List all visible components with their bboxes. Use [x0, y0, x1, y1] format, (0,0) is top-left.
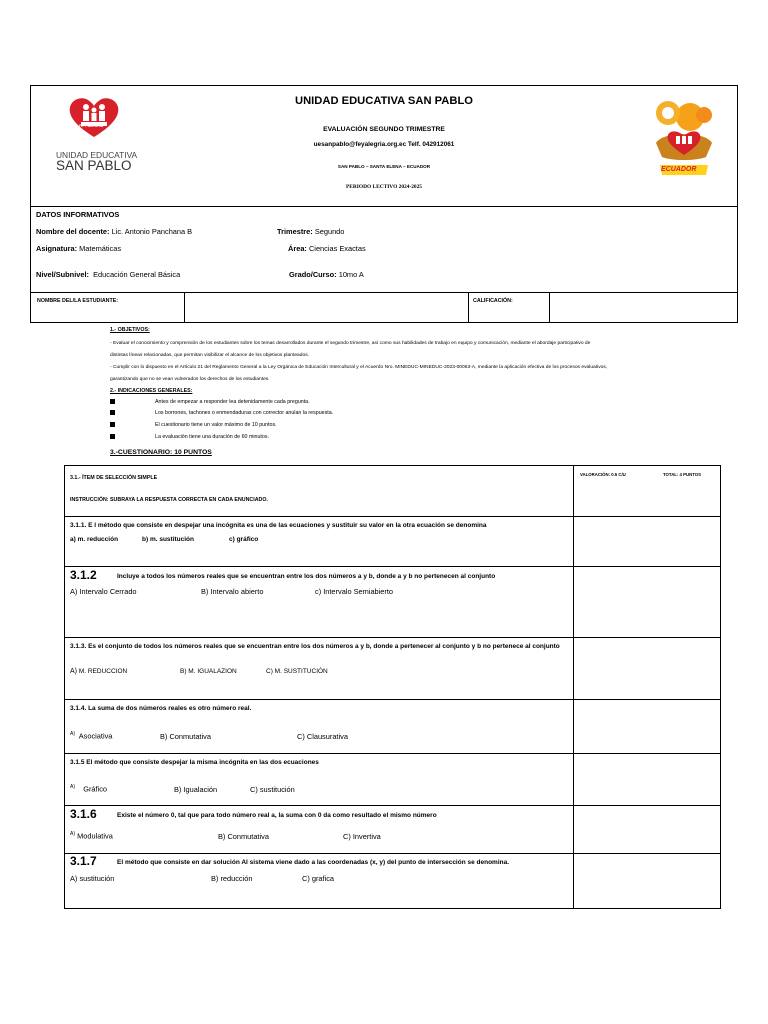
q3-option-a[interactable]: [70, 668, 127, 676]
bullet-icon: [110, 410, 115, 415]
q7-answer-cell[interactable]: [575, 855, 719, 907]
indications-title: 2.- INDICACIONES GENERALES:: [110, 388, 193, 394]
q4-option-a[interactable]: [70, 732, 112, 741]
answer-column-divider: [573, 465, 574, 909]
q1-answer-cell[interactable]: [575, 518, 719, 564]
row-divider: [64, 566, 721, 567]
student-divider-1: [184, 292, 185, 323]
q1-option-b[interactable]: b) m. sustitución: [142, 536, 194, 543]
logo-badge-text: FE Y ALEGRIA: [79, 124, 104, 128]
q3-option-b[interactable]: B) M. IGUALAZION: [180, 668, 237, 675]
area-value: Ciencias Exactas: [308, 244, 366, 253]
school-period: PERIODO LECTIVO 2024-2025: [346, 184, 422, 190]
row-divider: [64, 853, 721, 854]
instruction: INSTRUCCIÓN: SUBRAYA LA RESPUESTA CORRECTA EN CADA ENUNCIADO.: [70, 497, 268, 503]
q4-option-b[interactable]: B) Conmutativa: [160, 732, 211, 741]
total-points: TOTAL: 4 PUNTOS: [663, 472, 701, 477]
objectives-line4: garantizando que no se vean vulnerados los derechos de los estudiantes.: [110, 377, 270, 382]
q6-option-a-label: Modulativa: [77, 831, 113, 841]
q2-option-b[interactable]: B) Intervalo abierto: [201, 587, 264, 596]
q6-option-a[interactable]: [70, 832, 113, 841]
teacher-value: Lic. Antonio Panchana B: [111, 227, 193, 236]
subject-label: Asignatura:: [36, 244, 78, 253]
anniversary-text: ECUADOR: [661, 166, 697, 173]
q5-option-a-label: Gráfico: [83, 784, 108, 794]
level-row: [36, 271, 180, 279]
q1-option-a[interactable]: a) m. reducción: [70, 536, 119, 543]
info-title: DATOS INFORMATIVOS: [36, 210, 120, 219]
q6-option-a-prefix: A): [70, 831, 75, 837]
trimester-label: Trimestre:: [277, 227, 313, 236]
row-divider: [64, 699, 721, 700]
q4-answer-cell[interactable]: [575, 701, 719, 751]
question-6-number: 3.1.6: [70, 807, 97, 821]
level-label: Nivel/Subnivel:: [36, 270, 89, 279]
grade-value: 10mo A: [338, 270, 364, 279]
q3-option-c[interactable]: C) M. SUSTITUCIÓN: [266, 668, 328, 675]
q3-answer-cell[interactable]: [575, 639, 719, 697]
question-4-text: 3.1.4. La suma de dos números reales es otro número real.: [70, 705, 252, 712]
logo-line1: UNIDAD EDUCATIVA: [56, 150, 138, 160]
q6-option-b[interactable]: B) Conmutativa: [218, 832, 269, 841]
q5-answer-cell[interactable]: [575, 755, 719, 803]
score-label: CALIFICACIÓN:: [473, 298, 513, 304]
q2-option-c[interactable]: c) Intervalo Semiabierto: [315, 587, 394, 596]
q3-option-a-label: M. REDUCCION: [78, 668, 128, 675]
subject-value: Matemáticas: [79, 244, 122, 253]
q7-option-c[interactable]: C) grafica: [302, 874, 335, 883]
q7-option-b[interactable]: B) reducción: [211, 874, 253, 883]
subject-row: [36, 245, 121, 253]
grade-row: [289, 271, 364, 279]
q7-option-a[interactable]: A) sustitución: [70, 874, 115, 883]
info-box: [30, 206, 738, 293]
teacher-row: [36, 228, 192, 236]
area-label: Área:: [288, 244, 307, 253]
q3-option-a-prefix: A): [70, 668, 77, 675]
indication-item: Los borrones, tachones o enmendaduras con corrector anulan la respuesta.: [155, 410, 334, 416]
question-2-number: 3.1.2: [70, 568, 97, 582]
q4-option-a-label: Asociativa: [78, 731, 113, 741]
q2-answer-cell[interactable]: [575, 568, 719, 635]
area-row: [288, 245, 366, 253]
row-divider: [64, 516, 721, 517]
trimester-value: Segundo: [314, 227, 345, 236]
objectives-line2: distintas líneas relacionadas, que permitan visibilizar el alcance de los objetivos planteados.: [110, 353, 309, 358]
valuation: VALORACIÓN: 0.5 C/U: [580, 472, 626, 477]
trimester-row: [277, 228, 344, 236]
row-divider: [64, 753, 721, 754]
q5-option-a[interactable]: [70, 785, 107, 794]
question-2-text: Incluye a todos los números reales que se encuentran entre los dos números a y b, donde a y b no pertenecen al conjunto: [117, 573, 496, 580]
bullet-icon: [110, 399, 115, 404]
grade-label: Grado/Curso:: [289, 270, 337, 279]
score-field[interactable]: [551, 294, 735, 321]
level-value: Educación General Básica: [93, 270, 181, 279]
indication-item: Antes de empezar a responder lea detenidamente cada pregunta.: [155, 399, 310, 405]
question-7-text: El método que consiste en dar solución Al sistema viene dado a las coordenadas (x, y) del punto de intersección se denomina.: [117, 859, 510, 866]
q5-option-c[interactable]: C) sustitución: [250, 785, 295, 794]
contact-info: uesanpablo@feyalegria.org.ec Telf. 042912061: [313, 141, 455, 148]
row-divider: [64, 805, 721, 806]
indication-item: El cuestionario tiene un valor máximo de 10 puntos.: [155, 422, 277, 428]
q1-option-c[interactable]: c) gráfico: [229, 536, 259, 543]
q4-option-a-prefix: A): [70, 731, 75, 737]
indication-item: La evaluación tiene una duración de 60 minutos.: [155, 434, 269, 440]
student-name-field[interactable]: [186, 294, 466, 321]
question-3-text: 3.1.3. Es el conjunto de todos los números reales que se encuentran entre los dos números a y b, donde a pertenecer al conjunto y b no pertenece al conjunto: [70, 643, 560, 650]
objectives-title: 1.- OBJETIVOS:: [110, 327, 150, 333]
q5-option-b[interactable]: B) Igualación: [174, 785, 218, 794]
q4-option-c[interactable]: C) Clausurativa: [297, 732, 348, 741]
student-divider-3: [549, 292, 550, 323]
q6-option-c[interactable]: C) Invertiva: [343, 832, 381, 841]
question-7-number: 3.1.7: [70, 854, 97, 868]
questionnaire-title: 3.-CUESTIONARIO: 10 PUNTOS: [110, 449, 212, 456]
question-6-text: Existe el número 0, tal que para todo número real a, la suma con 0 da como resultado el mismo número: [117, 812, 437, 819]
school-name: UNIDAD EDUCATIVA SAN PABLO: [295, 95, 473, 107]
student-name-label: NOMBRE DEL/LA ESTUDIANTE:: [37, 298, 119, 304]
logo-line2: SAN PABLO: [56, 158, 132, 173]
row-divider: [64, 637, 721, 638]
q6-answer-cell[interactable]: [575, 807, 719, 851]
evaluation-title: EVALUACIÓN SEGUNDO TRIMESTRE: [323, 126, 445, 133]
objectives-line1: - Evaluar el conocimiento y comprensión de los estudiantes sobre los temas desarrollados durante el segundo trimestre, así como sus habilidades de trabajo en equipo y comunicación, mediante el abordaje participativo de: [110, 341, 591, 346]
bullet-icon: [110, 422, 115, 427]
objectives-line3: - Cumplir con lo dispuesto en el Artículo 21 del Reglamento General a la Ley Orgánica de Educación Intercultural y el Acuerdo Nro. MINEDUC-MINEDUC-2023-00063-A, mediante la aplicación efectiva de los procesos evaluativos,: [110, 365, 608, 370]
bullet-icon: [110, 434, 115, 439]
q2-option-a[interactable]: A) Intervalo Cerrado: [70, 587, 137, 596]
question-1-text: 3.1.1. E l método que consiste en despejar una incógnita es una de las ecuaciones y sustituir su valor en la otra ecuación se denomina: [70, 522, 487, 529]
section-title: 3.1.- ÍTEM DE SELECCIÓN SIMPLE: [70, 475, 158, 481]
q5-option-a-prefix: A): [70, 784, 75, 790]
question-5-text: 3.1.5 El método que consiste despejar la misma incógnita en las dos ecuaciones: [70, 759, 319, 766]
student-divider-2: [468, 292, 469, 323]
location: SAN PABLO – SANTA ELENA – ECUADOR: [337, 164, 431, 169]
teacher-label: Nombre del docente:: [36, 227, 110, 236]
